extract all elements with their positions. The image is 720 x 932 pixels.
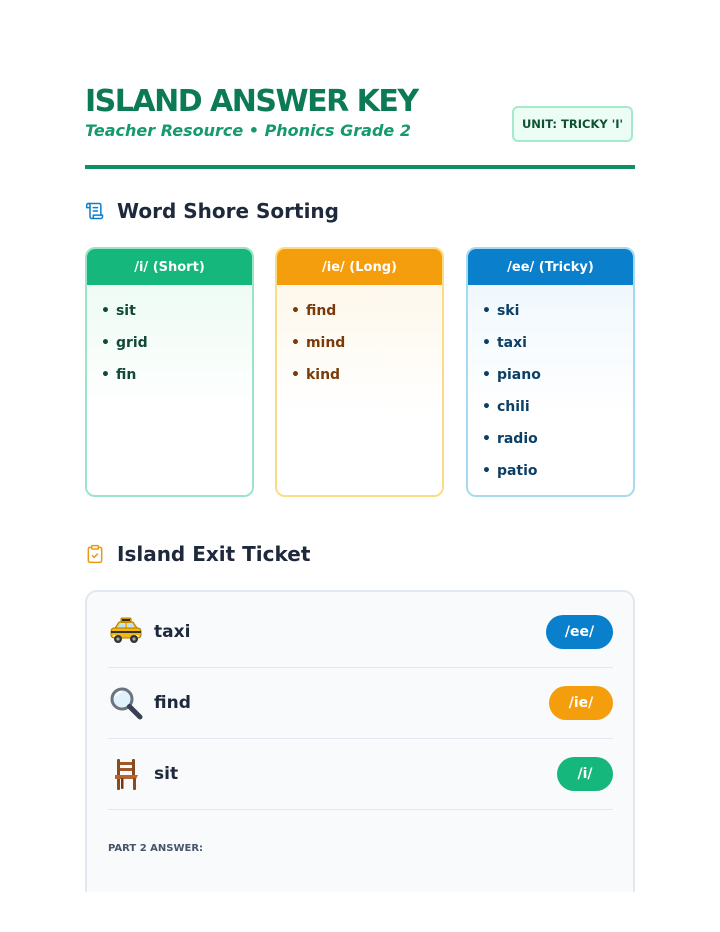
page-subtitle: Teacher Resource • Phonics Grade 2 — [85, 121, 411, 140]
word-item: • ski — [482, 297, 633, 329]
sort-card-tricky — [466, 247, 635, 497]
chair-icon — [108, 756, 144, 792]
scroll-icon — [85, 201, 105, 221]
sort-card-short — [85, 247, 254, 497]
word-item: • fin — [101, 361, 252, 393]
word-item: • patio — [482, 457, 633, 489]
sound-badge: /i/ — [557, 757, 613, 791]
word-item: • mind — [291, 329, 442, 361]
ticket-row — [108, 668, 613, 739]
word-list — [277, 285, 442, 393]
clipboard-check-icon — [85, 544, 105, 564]
ticket-word: find — [154, 693, 191, 713]
sorting-section-title: Word Shore Sorting — [117, 199, 339, 223]
ticket-word: sit — [154, 764, 179, 784]
word-item: • radio — [482, 425, 633, 457]
ticket-word: taxi — [154, 622, 191, 642]
word-list — [87, 285, 252, 393]
part2-answer-label: PART 2 ANSWER: — [108, 843, 204, 854]
exit-ticket-title: Island Exit Ticket — [117, 542, 311, 566]
exit-ticket-section-header — [85, 542, 310, 566]
word-item: • chili — [482, 393, 633, 425]
sort-card-heading: /ee/ (Tricky) — [468, 249, 633, 285]
sort-card-heading: /ie/ (Long) — [277, 249, 442, 285]
taxi-icon — [108, 614, 144, 650]
word-item: • taxi — [482, 329, 633, 361]
word-item: • sit — [101, 297, 252, 329]
magnifying-glass-icon — [108, 685, 144, 721]
sorting-section-header — [85, 199, 339, 223]
word-item: • find — [291, 297, 442, 329]
sort-card-heading: /i/ (Short) — [87, 249, 252, 285]
word-item: • piano — [482, 361, 633, 393]
sound-badge: /ie/ — [549, 686, 613, 720]
word-item: • grid — [101, 329, 252, 361]
page-title: ISLAND ANSWER KEY — [85, 84, 418, 119]
header-divider — [85, 165, 635, 169]
word-item: • kind — [291, 361, 442, 393]
ticket-row — [108, 739, 613, 810]
ticket-row — [108, 597, 613, 668]
word-list — [468, 285, 633, 489]
sort-card-long — [275, 247, 444, 497]
exit-ticket-card — [85, 590, 635, 892]
sound-badge: /ee/ — [546, 615, 613, 649]
unit-badge: UNIT: TRICKY 'I' — [512, 106, 633, 142]
